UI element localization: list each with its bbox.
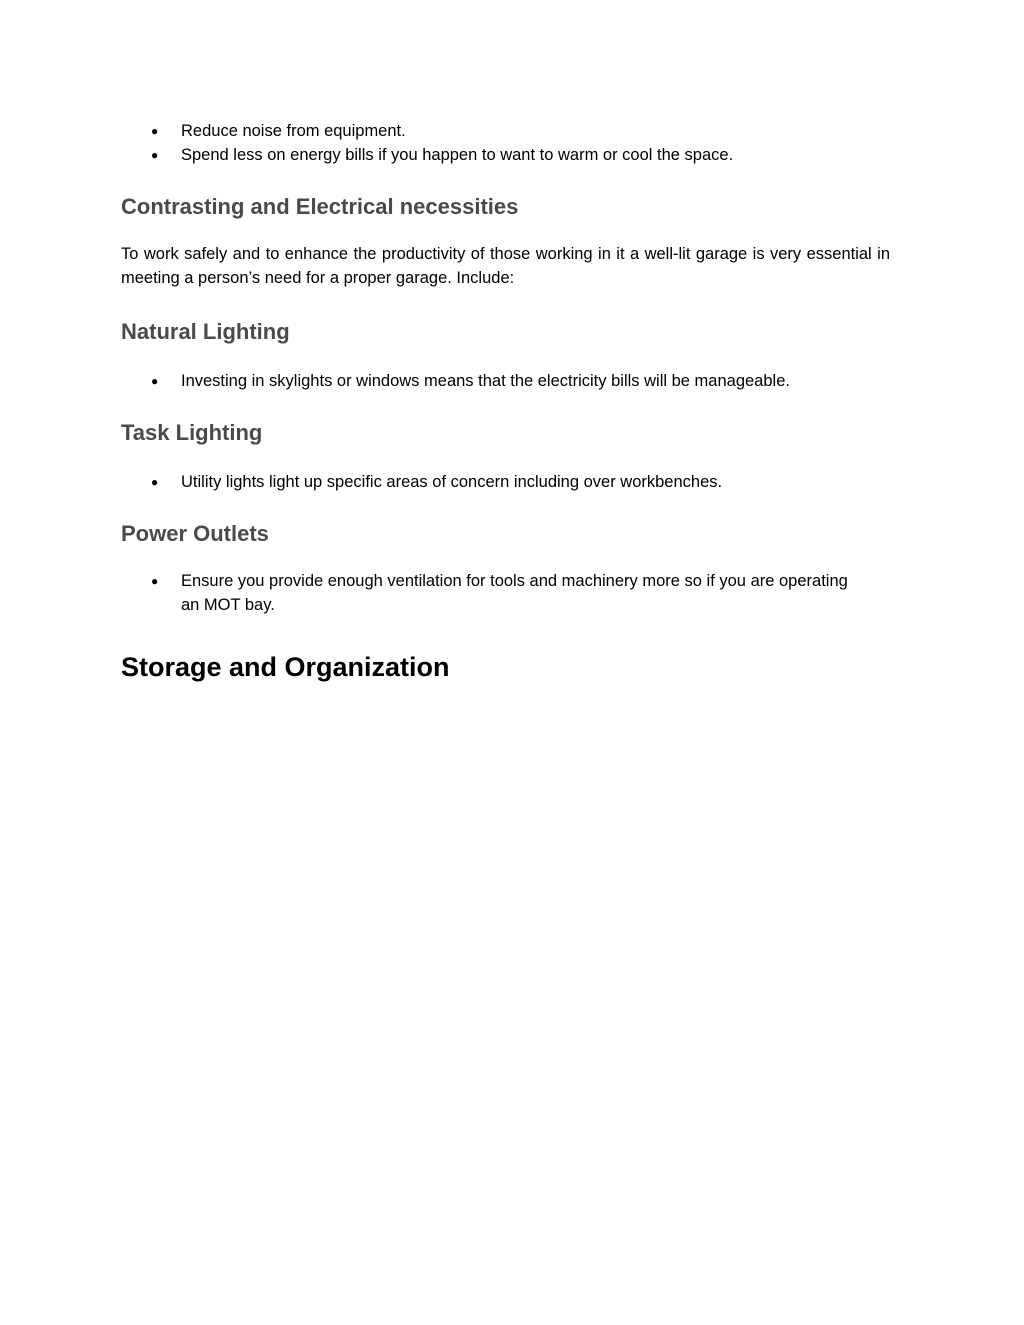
bullet-icon: ● <box>151 148 159 162</box>
bullet-icon: ● <box>151 124 159 138</box>
list-item <box>151 369 881 393</box>
list-item-text: Reduce noise from equipment. <box>181 122 406 140</box>
list-item <box>151 470 881 494</box>
list-item <box>151 119 881 143</box>
section-heading-contrasting: Contrasting and Electrical necessities <box>121 194 519 219</box>
section-heading-storage: Storage and Organization <box>121 652 450 682</box>
list-item-text: Investing in skylights or windows means that the electricity bills will be manageable. <box>181 372 790 390</box>
list-item <box>151 569 861 617</box>
list-item-text: Utility lights light up specific areas of concern including over workbenches. <box>181 473 723 491</box>
section-paragraph-contrasting: To work safely and to enhance the productivity of those working in it a well-lit garage is very essential in meeting a person’s need for a proper garage. Include: <box>121 245 890 287</box>
section-heading-task-lighting: Task Lighting <box>121 420 263 445</box>
list-item <box>151 143 881 167</box>
list-item-text: Ensure you provide enough ventilation for tools and machinery more so if you are operating an MOT bay. <box>181 572 848 614</box>
section-heading-power-outlets: Power Outlets <box>121 521 269 546</box>
bullet-icon: ● <box>151 574 159 588</box>
bullet-icon: ● <box>151 374 159 388</box>
bullet-icon: ● <box>151 475 159 489</box>
section-heading-natural-lighting: Natural Lighting <box>121 319 290 344</box>
list-item-text: Spend less on energy bills if you happen to want to warm or cool the space. <box>181 146 734 164</box>
